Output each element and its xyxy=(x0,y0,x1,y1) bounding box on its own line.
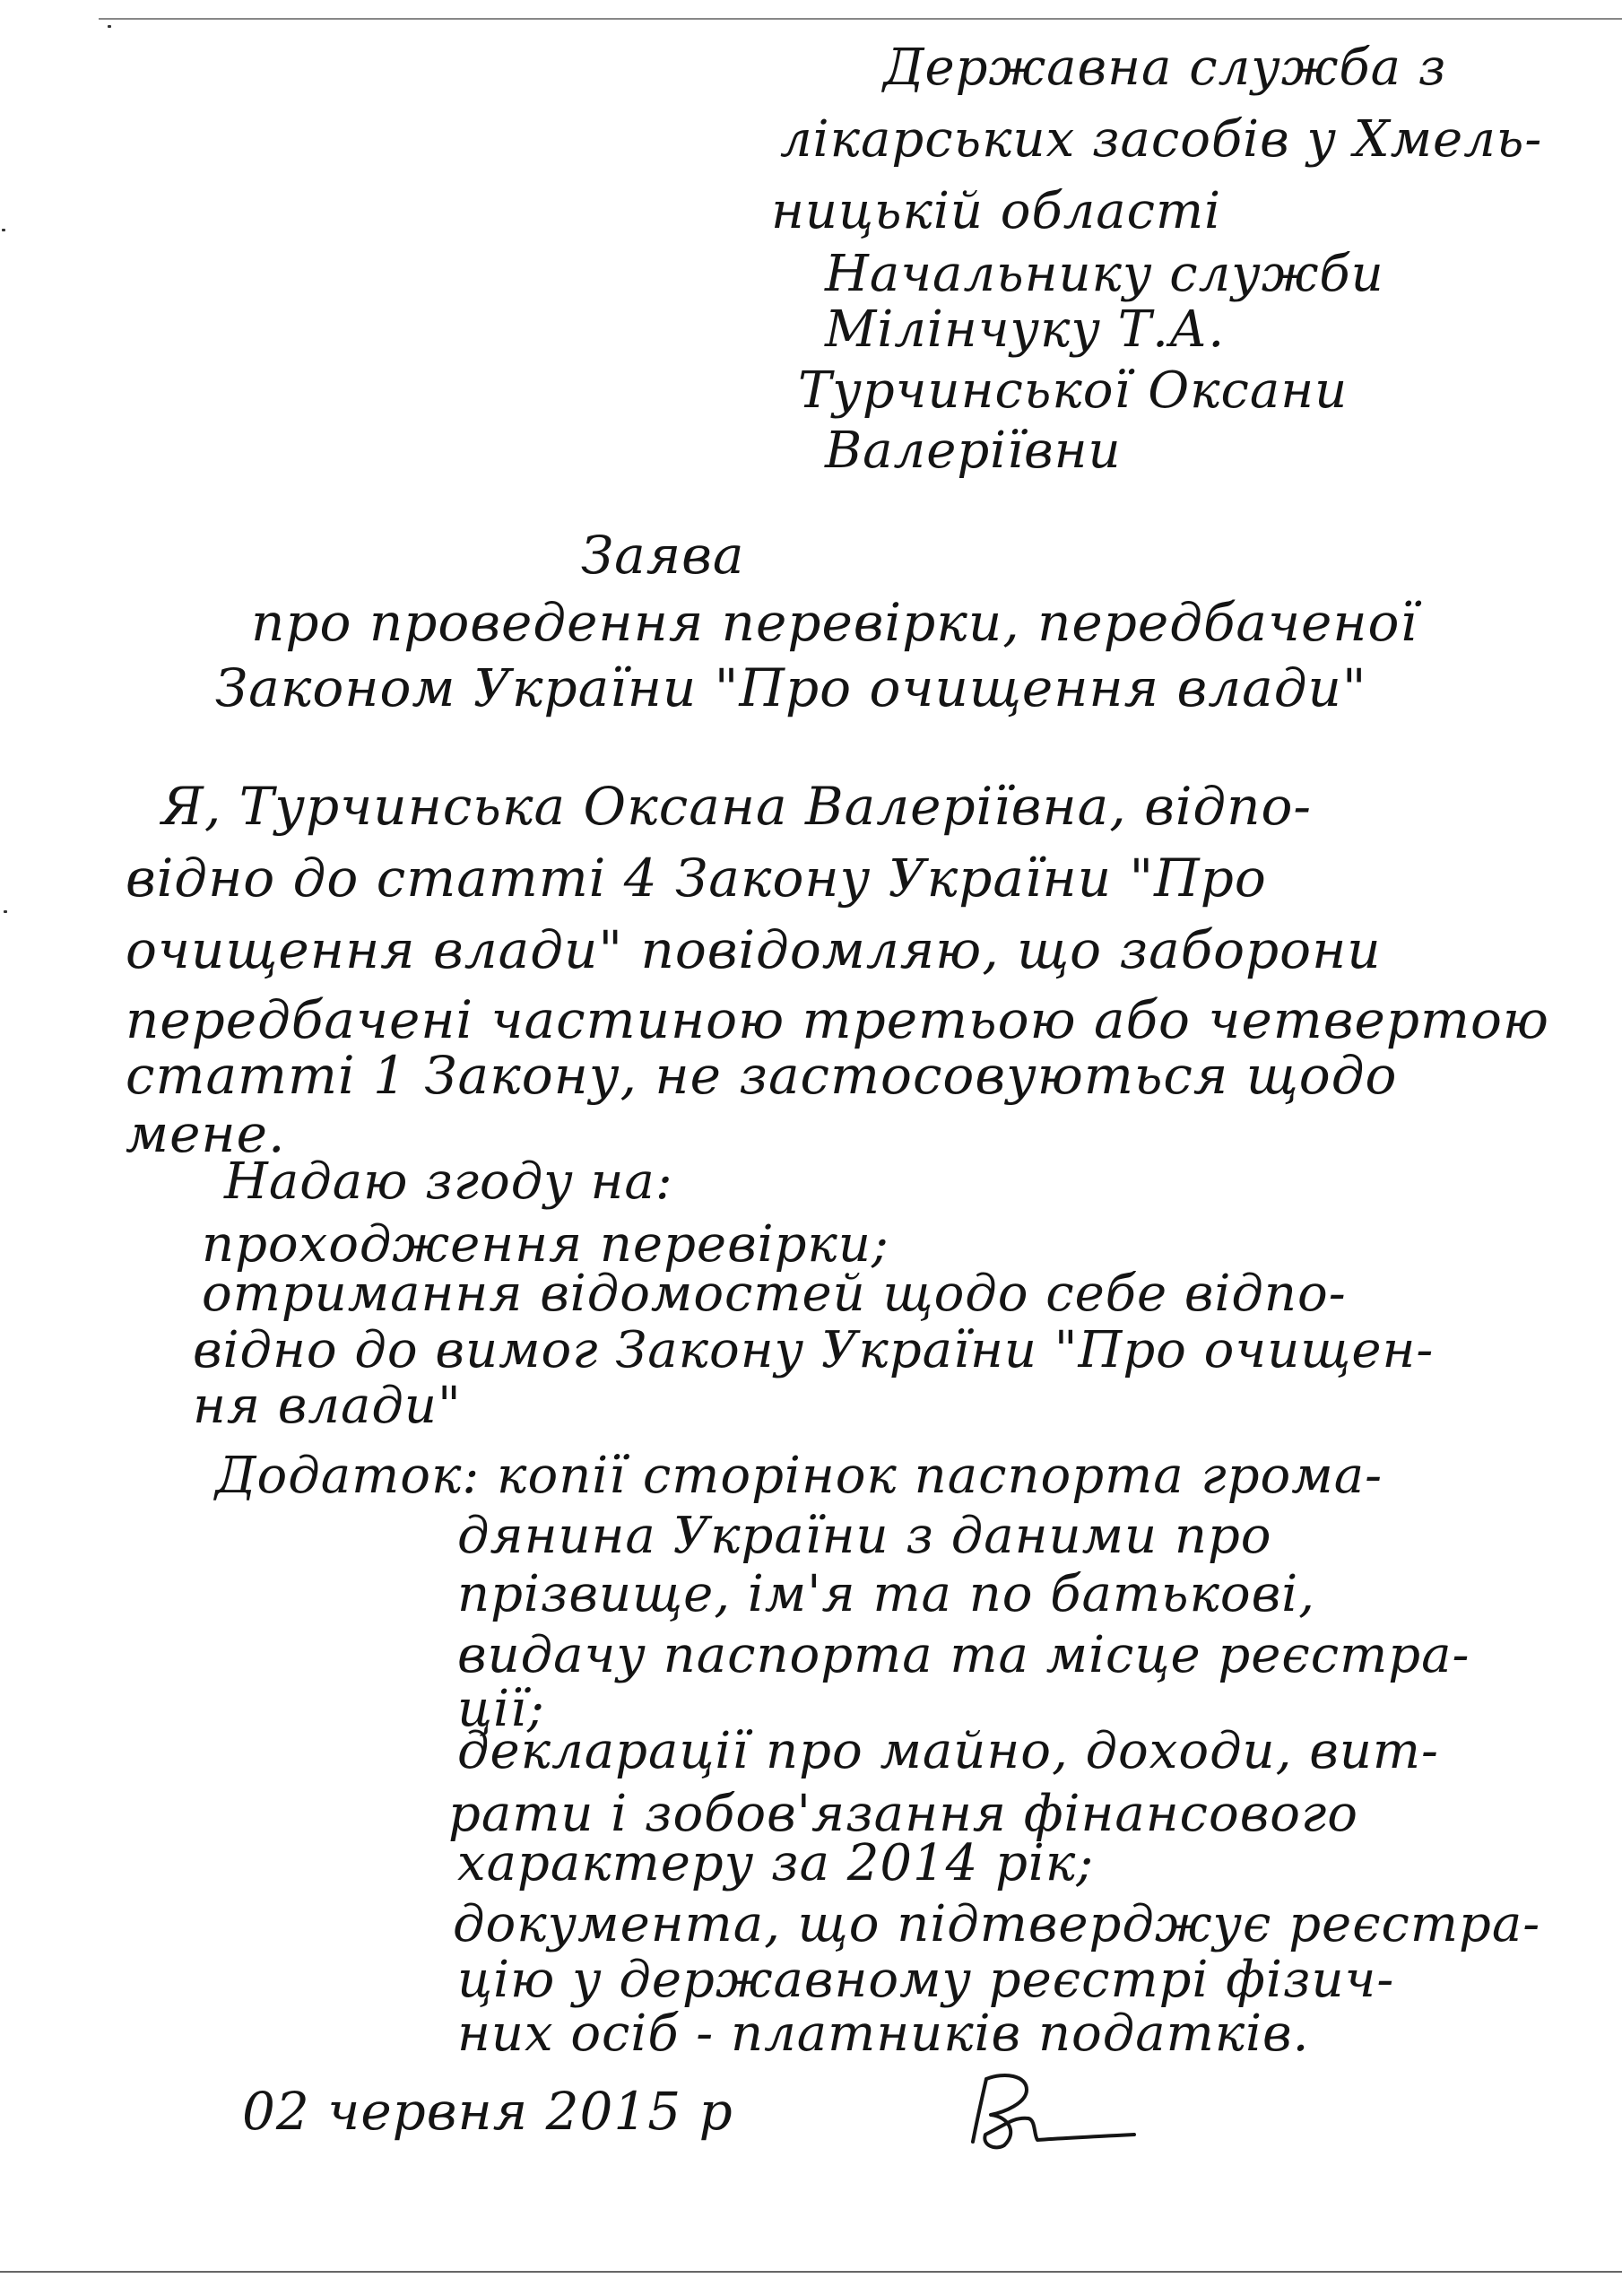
addressee-line: Начальнику служби xyxy=(825,245,1384,303)
attachment-line: декларації про майно, доходи, вит- xyxy=(457,1722,1439,1780)
attachment-line: ції; xyxy=(457,1680,545,1738)
scan-edge-top xyxy=(99,18,1622,20)
attachment-line: документа, що підтверджує реєстра- xyxy=(453,1895,1541,1953)
applicant-name-line: Валеріївни xyxy=(825,422,1122,480)
consent-item: ня влади" xyxy=(193,1377,462,1435)
statement-line: мене. xyxy=(126,1103,286,1164)
statement-line: відно до статті 4 Закону України "Про xyxy=(126,848,1267,909)
document-title: Заява xyxy=(581,525,745,586)
statement-line: Я, Турчинська Оксана Валеріївна, відпо- xyxy=(161,776,1313,837)
addressee-line: Мілінчуку Т.А. xyxy=(825,300,1226,359)
consent-item: отримання відомостей щодо себе відпо- xyxy=(202,1265,1347,1323)
statement-line: статті 1 Закону, не застосовуються щодо xyxy=(126,1045,1398,1106)
attachment-line: прізвище, ім'я та по батькові, xyxy=(457,1565,1315,1623)
document-date: 02 червня 2015 р xyxy=(242,2081,733,2142)
attachment-line: характеру за 2014 рік; xyxy=(457,1834,1095,1892)
document-subtitle: про проведення перевірки, передбаченої xyxy=(251,592,1418,653)
attachment-label: Додаток: копії сторінок паспорта грома- xyxy=(215,1447,1383,1505)
document-subtitle: Законом України "Про очищення влади" xyxy=(215,657,1367,718)
applicant-name-line: Турчинської Оксани xyxy=(798,361,1349,420)
addressee-line: лікарських засобів у Хмель- xyxy=(780,110,1543,169)
scan-speck xyxy=(2,229,5,231)
attachment-line: них осіб - платників податків. xyxy=(457,2005,1310,2063)
consent-item: проходження перевірки; xyxy=(202,1215,889,1274)
attachment-line: дянина України з даними про xyxy=(457,1507,1272,1565)
consent-heading: Надаю згоду на: xyxy=(224,1152,673,1211)
scan-speck xyxy=(108,25,111,28)
statement-line: передбачені частиною третьою або четвертою xyxy=(126,989,1549,1050)
attachment-line: видачу паспорта та місце реєстра- xyxy=(457,1626,1470,1684)
handwritten-signature xyxy=(964,2063,1143,2152)
scan-edge-bottom xyxy=(0,2271,1622,2273)
attachment-line: рати і зобов'язання фінансового xyxy=(448,1785,1359,1843)
attachment-line: цію у державному реєстрі фізич- xyxy=(457,1951,1395,2009)
consent-item: відно до вимог Закону України "Про очищен- xyxy=(193,1321,1435,1379)
scan-speck xyxy=(4,910,7,913)
statement-line: очищення влади" повідомляю, що заборони xyxy=(126,919,1382,980)
addressee-line: ницькій області xyxy=(771,182,1222,240)
addressee-line: Державна служба з xyxy=(883,39,1447,97)
